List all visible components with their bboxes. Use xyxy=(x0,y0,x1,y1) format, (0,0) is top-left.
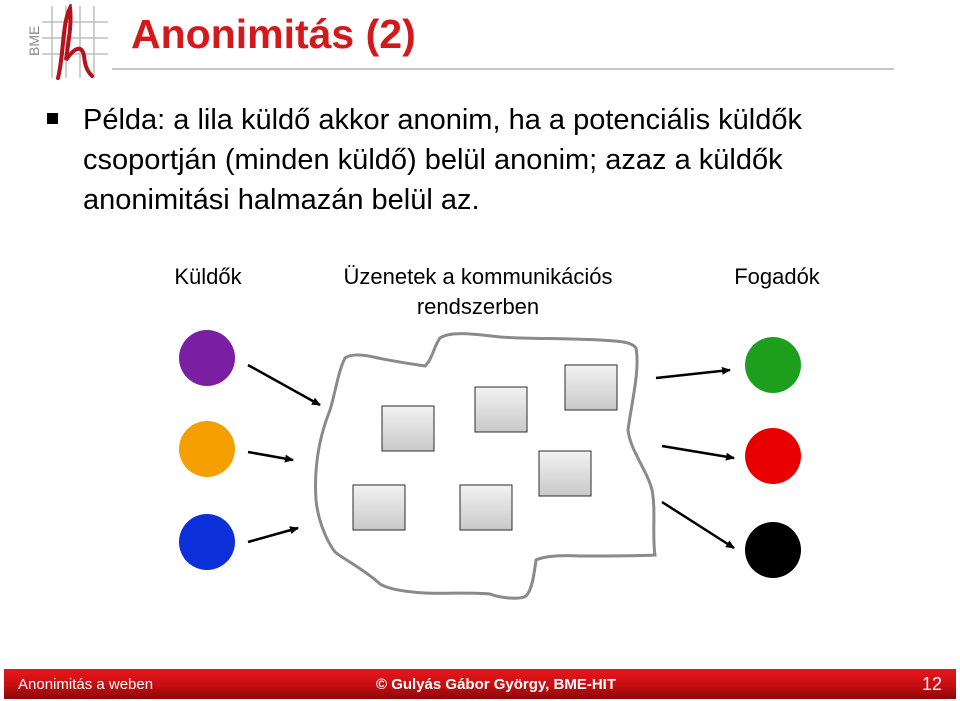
receivers-label: Fogadók xyxy=(734,264,820,289)
bullet-line-3: anonimitási halmazán belül az. xyxy=(83,184,480,216)
messages-label-line-2: rendszerben xyxy=(416,294,540,319)
message-box xyxy=(353,485,405,530)
message-box xyxy=(475,387,527,432)
sender-orange-circle xyxy=(179,421,235,477)
arrow-system-to-receiver xyxy=(656,370,730,378)
bullet-line-2: csoportján (minden küldő) belül anonim; azaz a küldők xyxy=(83,144,783,176)
senders-label: Küldők xyxy=(174,264,242,289)
message-box xyxy=(539,451,591,496)
receiver-green-circle xyxy=(745,337,801,393)
message-box xyxy=(565,365,617,410)
slide-title: Anonimitás (2) xyxy=(131,11,416,57)
arrow-system-to-receiver xyxy=(662,502,734,548)
receiver-red-circle xyxy=(745,428,801,484)
logo-text: BME xyxy=(26,25,42,56)
page-number: 12 xyxy=(921,674,942,694)
arrow-sender-to-system xyxy=(248,365,320,405)
message-box xyxy=(460,485,512,530)
sender-purple-circle xyxy=(179,330,235,386)
arrow-sender-to-system xyxy=(248,452,293,460)
bullet-line-1: Példa: a lila küldő akkor anonim, ha a potenciális küldők xyxy=(83,104,802,136)
message-box xyxy=(382,406,434,451)
footer-copyright: © Gulyás Gábor György, BME-HIT xyxy=(376,676,616,693)
receiver-black-circle xyxy=(745,522,801,578)
footer-bar xyxy=(4,669,956,699)
arrow-sender-to-system xyxy=(248,528,298,542)
footer-course-title: Anonimitás a weben xyxy=(18,676,154,693)
sender-blue-circle xyxy=(179,514,235,570)
messages-label-line-1: Üzenetek a kommunikációs xyxy=(343,264,613,289)
arrow-system-to-receiver xyxy=(662,446,734,458)
